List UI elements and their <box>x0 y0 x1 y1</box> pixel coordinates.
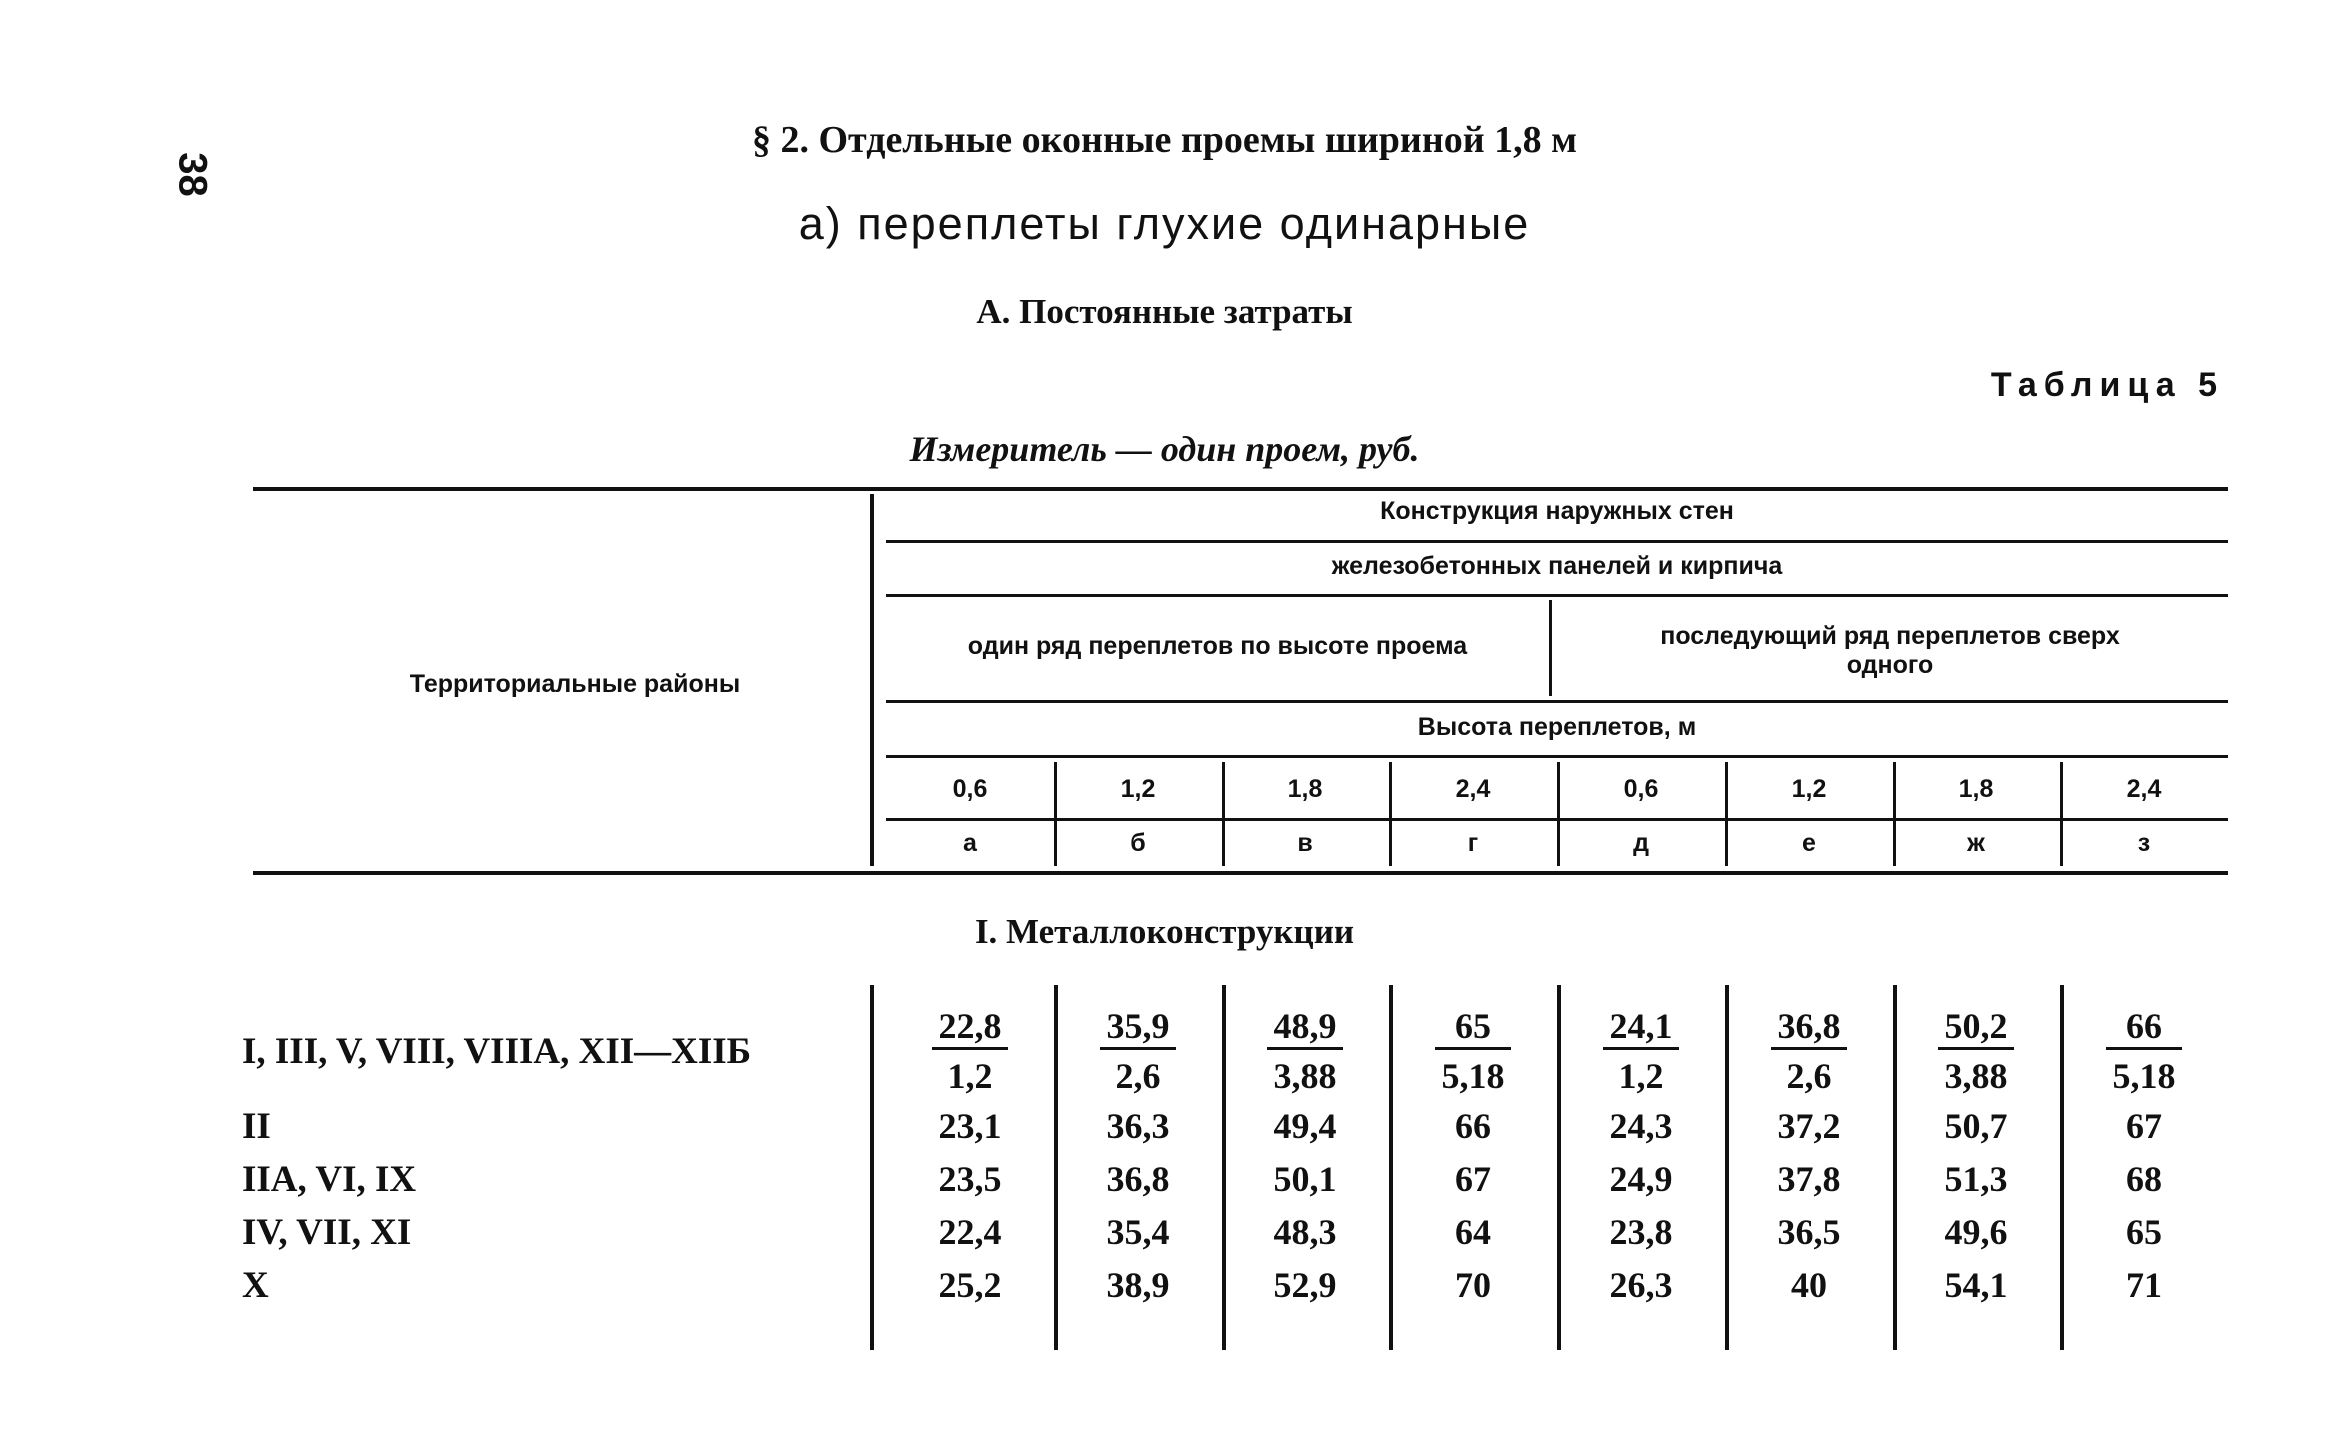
group-first-header: один ряд переплетов по высоте проема <box>967 632 1468 660</box>
header-rule <box>886 594 2228 597</box>
numerator-value: 36,8 <box>1777 1006 1841 1046</box>
table-value: 23,5 <box>938 1159 1002 1199</box>
fraction-bar <box>1100 1047 1176 1050</box>
height-value: 2,4 <box>1455 775 1491 803</box>
column-letter: б <box>1130 829 1146 857</box>
region-label: IIA, VI, IX <box>242 1159 417 1200</box>
column-letter: в <box>1297 829 1313 857</box>
denominator-value: 1,2 <box>947 1056 993 1096</box>
table-value: 38,9 <box>1106 1265 1170 1305</box>
table-value: 24,3 <box>1609 1106 1673 1146</box>
table-label: Таблица 5 <box>1990 366 2224 404</box>
group-divider <box>1549 600 1552 696</box>
numerator-value: 65 <box>1455 1006 1491 1046</box>
column-divider <box>2060 985 2064 1350</box>
table-value: 67 <box>1455 1159 1491 1199</box>
table-value: 36,5 <box>1777 1212 1841 1252</box>
fraction-bar <box>1267 1047 1343 1050</box>
column-letter: а <box>963 829 977 857</box>
table-value: 26,3 <box>1609 1265 1673 1305</box>
table-value: 36,8 <box>1106 1159 1170 1199</box>
table-value: 40 <box>1791 1265 1827 1305</box>
table-value: 24,9 <box>1609 1159 1673 1199</box>
material-header: железобетонных панелей и кирпича <box>1331 552 1783 580</box>
denominator-value: 2,6 <box>1115 1056 1161 1096</box>
section-title: § 2. Отдельные оконные проемы шириной 1,8 м <box>752 119 1577 161</box>
wall-construction-header: Конструкция наружных стен <box>1380 497 1734 525</box>
numerator-value: 35,9 <box>1106 1006 1170 1046</box>
table-value: 67 <box>2126 1106 2162 1146</box>
region-column-header: Территориальные районы <box>409 670 741 698</box>
column-divider <box>1725 762 1728 866</box>
table-value: 50,7 <box>1944 1106 2008 1146</box>
numerator-value: 66 <box>2126 1006 2162 1046</box>
table-value: 48,3 <box>1273 1212 1337 1252</box>
height-value: 1,2 <box>1791 775 1827 803</box>
column-divider <box>1557 985 1561 1350</box>
height-header: Высота переплетов, м <box>1417 713 1697 741</box>
table-value: 37,8 <box>1777 1159 1841 1199</box>
height-value: 1,8 <box>1958 775 1994 803</box>
table-value: 66 <box>1455 1106 1491 1146</box>
table-value: 52,9 <box>1273 1265 1337 1305</box>
column-divider <box>1054 762 1057 866</box>
header-rule <box>886 540 2228 543</box>
height-value: 0,6 <box>1623 775 1659 803</box>
region-label: IV, VII, XI <box>242 1212 412 1253</box>
column-divider <box>1557 762 1560 866</box>
table-value: 49,4 <box>1273 1106 1337 1146</box>
table-value: 22,4 <box>938 1212 1002 1252</box>
table-value: 50,1 <box>1273 1159 1337 1199</box>
numerator-value: 48,9 <box>1273 1006 1337 1046</box>
table-value: 68 <box>2126 1159 2162 1199</box>
column-divider <box>1222 762 1225 866</box>
table-value: 25,2 <box>938 1265 1002 1305</box>
table-value: 70 <box>1455 1265 1491 1305</box>
table-value: 37,2 <box>1777 1106 1841 1146</box>
denominator-value: 5,18 <box>2112 1056 2176 1096</box>
region-label: I, III, V, VIII, VIIIA, XII—XIIБ <box>242 1031 752 1072</box>
fraction-bar <box>1771 1047 1847 1050</box>
height-value: 0,6 <box>952 775 988 803</box>
group-title: I. Металлоконструкции <box>974 912 1355 951</box>
measure-unit: Измеритель — один проем, руб. <box>909 429 1420 469</box>
table-value: 65 <box>2126 1212 2162 1252</box>
fraction-bar <box>932 1047 1008 1050</box>
header-rule <box>886 700 2228 703</box>
denominator-value: 5,18 <box>1441 1056 1505 1096</box>
region-column-divider <box>870 985 874 1350</box>
fraction-bar <box>1435 1047 1511 1050</box>
region-label: II <box>242 1106 271 1147</box>
column-letter: г <box>1467 829 1479 857</box>
denominator-value: 3,88 <box>1944 1056 2008 1096</box>
subsection-title: а) переплеты глухие одинарные <box>798 198 1531 249</box>
denominator-value: 3,88 <box>1273 1056 1337 1096</box>
table-value: 51,3 <box>1944 1159 2008 1199</box>
table-top-rule <box>253 487 2228 491</box>
height-value: 2,4 <box>2126 775 2162 803</box>
height-value: 1,2 <box>1120 775 1156 803</box>
header-rule <box>886 755 2228 758</box>
column-divider <box>1222 985 1226 1350</box>
table-value: 36,3 <box>1106 1106 1170 1146</box>
column-divider <box>2060 762 2063 866</box>
numerator-value: 22,8 <box>938 1006 1002 1046</box>
group-next-header: последующий ряд переплетов сверх одного <box>1660 622 2120 679</box>
table-value: 35,4 <box>1106 1212 1170 1252</box>
table-value: 49,6 <box>1944 1212 2008 1252</box>
table-value: 64 <box>1455 1212 1491 1252</box>
cost-type-title: А. Постоянные затраты <box>976 292 1353 331</box>
column-divider <box>1054 985 1058 1350</box>
fraction-bar <box>2106 1047 2182 1050</box>
table-value: 23,1 <box>938 1106 1002 1146</box>
table-header-bottom-rule <box>253 871 2228 875</box>
column-divider <box>1389 762 1392 866</box>
fraction-bar <box>1603 1047 1679 1050</box>
height-value: 1,8 <box>1287 775 1323 803</box>
column-divider <box>1389 985 1393 1350</box>
numerator-value: 50,2 <box>1944 1006 2008 1046</box>
numerator-value: 24,1 <box>1609 1006 1673 1046</box>
denominator-value: 1,2 <box>1618 1056 1664 1096</box>
page-number: 38 <box>170 152 215 197</box>
column-letter: е <box>1802 829 1816 857</box>
denominator-value: 2,6 <box>1786 1056 1832 1096</box>
column-letter: ж <box>1967 829 1985 857</box>
column-divider <box>1725 985 1729 1350</box>
region-label: X <box>242 1265 269 1306</box>
column-letter: д <box>1633 829 1649 857</box>
table-value: 23,8 <box>1609 1212 1673 1252</box>
fraction-bar <box>1938 1047 2014 1050</box>
column-letter: з <box>2137 829 2151 857</box>
column-divider <box>1893 762 1896 866</box>
table-value: 54,1 <box>1944 1265 2008 1305</box>
column-divider <box>1893 985 1897 1350</box>
table-value: 71 <box>2126 1265 2162 1305</box>
